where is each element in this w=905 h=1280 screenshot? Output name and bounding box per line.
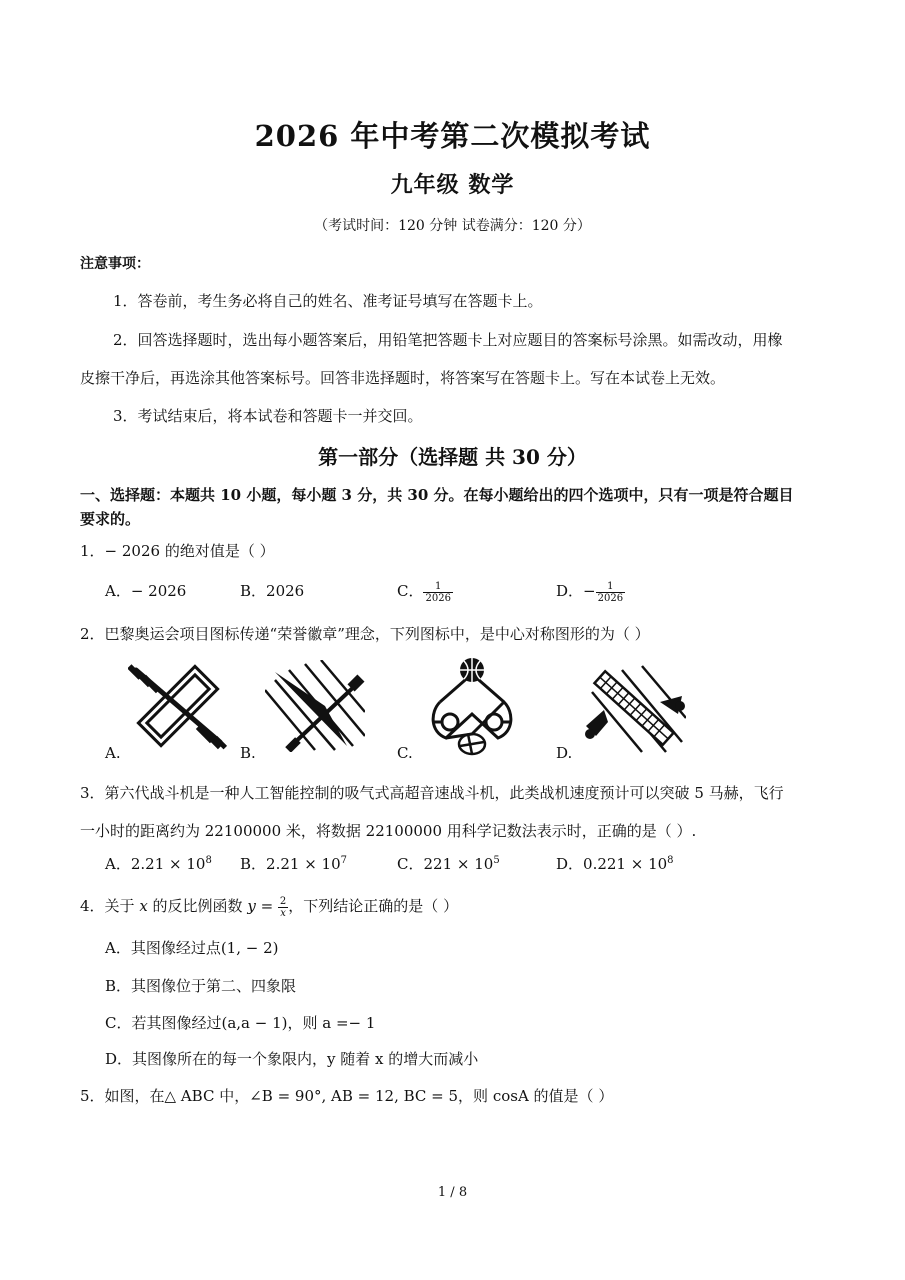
q3-option-b: [240, 853, 347, 874]
q2-option-d: D.: [556, 744, 573, 762]
notice-item-3: 3．考试结束后，将本试卷和答题卡一并交回。: [113, 407, 423, 425]
q3-option-c: [397, 853, 500, 874]
exam-title: 2026 年中考第二次模拟考试: [254, 119, 651, 153]
q4-stem-mid: 的反比例函数: [147, 897, 248, 915]
q1-option-c-label: C．: [397, 582, 424, 600]
q3-a-exponent: 8: [205, 855, 212, 866]
q3-d-exponent: 8: [667, 855, 674, 866]
q3-option-a: [105, 853, 212, 874]
q4-stem-suffix: ，下列结论正确的是（ ）: [288, 897, 459, 915]
notice-item-2-line-1: 2．回答选择题时，选出每小题答案后，用铅笔把答题卡上对应题目的答案标号涂黑。如需改动，用橡: [113, 331, 783, 349]
q4-option-a: A．其图像经过点(1, − 2): [105, 939, 279, 957]
q1-option-b: B．2026: [240, 582, 305, 600]
q2-stem: 2．巴黎奥运会项目图标传递“荣誉徽章”理念，下列图标中，是中心对称图形的为（ ）: [80, 625, 650, 643]
q4-option-c: C．若其图像经过(a,a − 1)，则 a =− 1: [105, 1014, 376, 1032]
q1-c-denominator: 2026: [425, 592, 451, 604]
q3-c-exponent: 5: [493, 855, 500, 866]
q3-stem-line-1: 3．第六代战斗机是一种人工智能控制的吸气式高超音速战斗机，此类战机速度预计可以突破 5 马赫，飞行: [80, 784, 784, 802]
q1-option-d-fraction: [596, 581, 625, 604]
q3-b-exponent: 7: [340, 855, 347, 866]
q3-b-base: B．2.21 × 10: [240, 855, 341, 873]
basketball-icon: [420, 656, 520, 756]
q1-stem: 1．− 2026 的绝对值是（ ）: [80, 542, 275, 560]
q2-option-c: C.: [397, 744, 413, 762]
q1-option-d: [556, 580, 625, 604]
q4-var-x: x: [139, 897, 148, 915]
q4-denominator: x: [280, 907, 286, 919]
notice-item-2-line-2: 皮擦干净后，再选涂其他答案标号。回答非选择题时，将答案写在答题卡上。写在本试卷上无效。: [80, 369, 726, 387]
notice-item-1: 1．答卷前，考生务必将自己的姓名、准考证号填写在答题卡上。: [113, 292, 543, 310]
notice-heading: 注意事项：: [80, 256, 150, 272]
q3-d-base: D．0.221 × 10: [556, 855, 668, 873]
q3-c-base: C．221 × 10: [397, 855, 494, 873]
badminton-icon: [582, 662, 686, 754]
q1-c-numerator: 1: [423, 581, 452, 593]
q4-eq: =: [255, 897, 278, 915]
q1-option-a: A．− 2026: [105, 582, 187, 600]
section-instructions-line-2: 要求的。: [80, 510, 141, 528]
exam-info: （考试时间：120 分钟 试卷满分：120 分）: [314, 218, 591, 234]
page-number: 1 / 8: [437, 1185, 468, 1200]
q3-option-d: [556, 853, 674, 874]
weightlifting-icon: [128, 660, 228, 752]
section-title: 第一部分（选择题 共 30 分）: [318, 445, 587, 469]
q1-option-d-label: D．−: [556, 582, 596, 600]
section-instructions-line-1: 一、选择题：本题共 10 小题，每小题 3 分，共 30 分。在每小题给出的四个选项中，只有一项是符合题目: [80, 486, 794, 504]
q4-stem: [80, 895, 458, 919]
q1-option-c-fraction: [423, 581, 452, 604]
q4-numerator: 2: [279, 895, 287, 907]
q1-option-c: [397, 580, 453, 604]
q3-stem-line-2: 一小时的距离约为 22100000 米，将数据 22100000 用科学记数法表示时，正确的是（ ）.: [80, 822, 697, 840]
q5-stem: 5．如图，在△ ABC 中，∠B = 90°, AB = 12, BC = 5，则 cosA 的值是（ ）: [80, 1087, 614, 1105]
q2-option-a: A.: [105, 744, 121, 762]
q1-d-denominator: 2026: [597, 592, 624, 604]
exam-subtitle: 九年级 数学: [390, 172, 515, 198]
rowing-icon: [265, 660, 365, 752]
q4-option-d: D．其图像所在的每一个象限内，y 随着 x 的增大而减小: [105, 1050, 479, 1068]
q4-fraction: [278, 896, 288, 919]
q1-d-numerator: 1: [596, 581, 625, 593]
q4-option-b: B．其图像位于第二、四象限: [105, 977, 297, 995]
q4-var-y: y: [247, 897, 256, 915]
q3-a-base: A．2.21 × 10: [105, 855, 206, 873]
q4-stem-prefix: 4．关于: [80, 897, 140, 915]
q2-option-b: B.: [240, 744, 256, 762]
